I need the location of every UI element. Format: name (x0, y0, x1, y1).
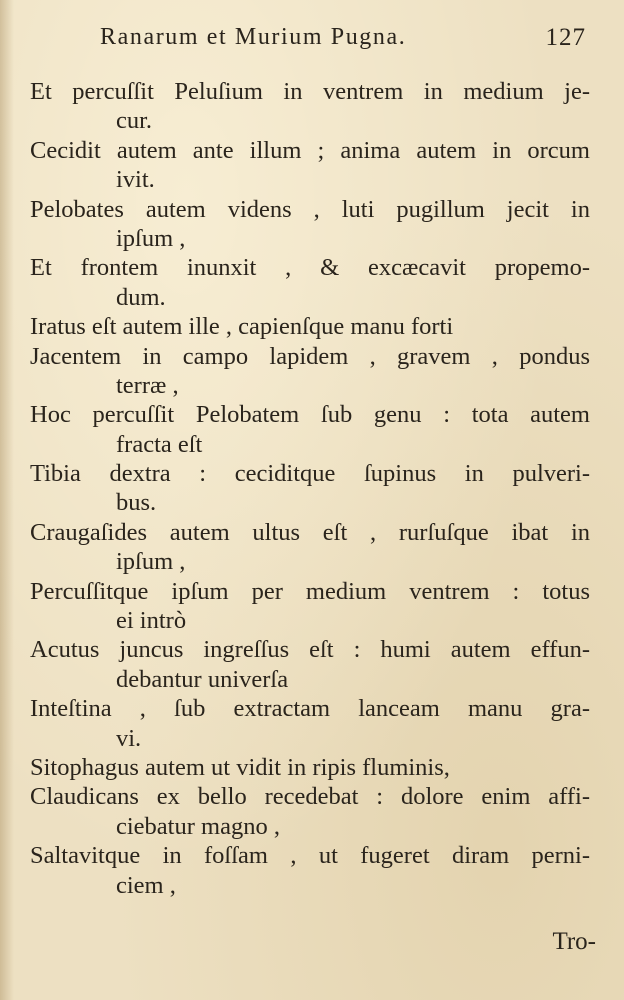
verse-line: cur. (116, 107, 153, 135)
verse-line: Craugaſides autem ultus eſt , rurſuſque ibat in (30, 518, 590, 546)
verse-line: Et percuſſit Peluſium in ventrem in medium je- (30, 78, 590, 105)
verse-line: fracta eſt (116, 430, 203, 458)
catchword: Tro- (552, 928, 596, 955)
verse-line: Iratus eſt autem ille , capienſque manu forti (30, 313, 454, 341)
verse-line: ipſum , (116, 548, 186, 576)
running-title: Ranarum et Murium Pugna. (100, 24, 407, 50)
verse-line: Pelobates autem videns , luti pugillum jecit in (30, 195, 590, 223)
verse-line: vi. (116, 724, 142, 752)
verse-line: bus. (116, 489, 157, 517)
verse-line: Acutus juncus ingreſſus eſt : humi autem effun- (30, 636, 590, 664)
verse-line: ciebatur magno , (116, 812, 280, 840)
verse-line: Tibia dextra : ceciditque ſupinus in pulveri- (30, 460, 590, 488)
verse-line: Hoc percuſſit Pelobatem ſub genu : tota autem (30, 401, 590, 429)
verse-line: Et frontem inunxit , & excæcavit propemo- (30, 254, 590, 282)
verse-line: ipſum , (116, 224, 186, 252)
page-number: 127 (545, 24, 586, 51)
verse-line: Claudicans ex bello recedebat : dolore enim affi- (30, 783, 590, 811)
verse-line: ciem , (116, 871, 176, 899)
verse-text (0, 77, 624, 900)
verse-line: Cecidit autem ante illum ; anima autem in orcum (30, 136, 590, 164)
verse-line: dum. (116, 283, 166, 311)
verse-line: Inteſtina , ſub extractam lanceam manu gra- (30, 695, 590, 723)
verse-line: Jacentem in campo lapidem , gravem , pondus (30, 342, 590, 370)
verse-line: Percuſſitque ipſum per medium ventrem : totus (30, 577, 590, 605)
verse-line: ei intrò (116, 607, 187, 635)
verse-line: Sitophagus autem ut vidit in ripis fluminis, (30, 753, 450, 781)
verse-line: terræ , (116, 371, 179, 399)
verse-line: ivit. (116, 166, 155, 194)
verse-line: debantur univerſa (116, 665, 289, 693)
verse-line: Saltavitque in foſſam , ut fugeret diram perni- (30, 842, 590, 870)
